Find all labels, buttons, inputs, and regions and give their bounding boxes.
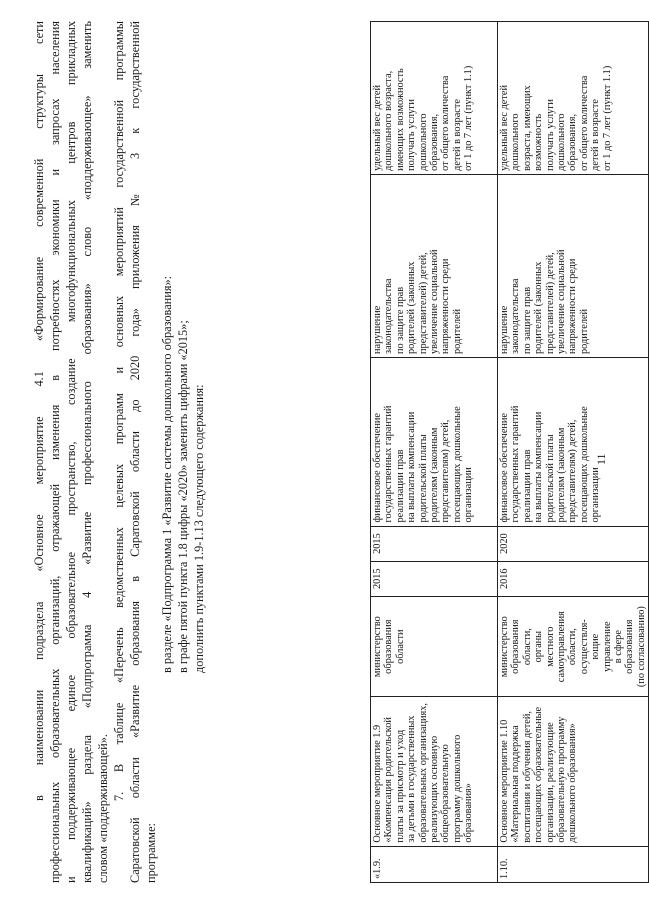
paragraph-line-11: дополнить пунктами 1.9-1.13 следующего содержания:: [192, 384, 206, 673]
indicator-link: удельный вес детей дошкольного возраста, имеющих возможность получать услуги дошкольного образования, от общего количества детей в возрасте от 1 до 7 лет (пункт 1.1): [371, 22, 498, 175]
table-row: [498, 22, 649, 883]
consequences: нарушение законодательства по защите прав родителей (законных представителей) детей, увеличение социальной напряженности среди родителей: [498, 174, 649, 357]
page-number: 11: [594, 453, 608, 465]
year-end: 2015: [371, 526, 498, 561]
paragraph-line-8: программе:: [144, 823, 158, 883]
paragraph-line-3: и поддерживающее единое образовательное пространство, создание многофункциональных центров прикладных: [64, 21, 78, 883]
measure-name: Основное мероприятие 1.10 «Материальная поддержка воспитания и обучения детей, посещающих образовательные организации, реализующие образовательную программу дошкольного образования»: [498, 697, 649, 846]
table-row: [371, 22, 498, 883]
year-end: 2020: [498, 526, 649, 561]
expected-result: финансовое обеспечение государственных гарантий реализации прав на выплаты компенсации родительской платы родителям (законным представителям) детей, посещающих дошкольные организации: [498, 357, 649, 526]
measure-name: Основное мероприятие 1.9 «Компенсация родительской платы за присмотр и уход за детьми в государственных образовательных организациях, реализующих основную общеобразовательную программу дошкольного образования»: [371, 697, 498, 846]
responsible-executor: министерство образования области: [371, 596, 498, 697]
row-number: 1.10.: [498, 846, 649, 882]
paragraph-line-6: 7. В таблице «Перечень ведомственных целевых программ и основных мероприятий государственной программы: [112, 21, 126, 801]
indicator-link: удельный вес детей дошкольного возраста, имеющих возможность получать услуги дошкольного образования, от общего количества детей в возрасте от 1 до 7 лет (пункт 1.1): [498, 22, 649, 175]
responsible-executor: министерство образования области, органы местного самоуправления области, осуществля- ющие управление в сфере образования (по согласованию): [498, 596, 649, 697]
paragraph-line-10: в графе пятой пункта 1.8 цифры «2020» заменить цифрами «2015»;: [176, 320, 190, 673]
measures-table: [370, 21, 649, 883]
year-start: 2015: [371, 561, 498, 596]
paragraph-line-9: в разделе «Подпрограмма 1 «Развитие системы дошкольного образования»:: [160, 275, 174, 673]
row-number: «1.9.: [371, 846, 498, 882]
paragraph-line-5: словом «поддерживающей».: [96, 734, 110, 883]
paragraph-line-4: квалификаций» раздела «Подпрограмма 4 «Развитие профессионального образования» слово «поддерживающее» заменить: [80, 21, 94, 883]
year-start: 2016: [498, 561, 649, 596]
paragraph-line-2: профессиональных образовательных организаций, отражающей изменения в потребностях экономики и запросах населения: [48, 21, 62, 883]
paragraph-line-7: Саратовской области «Развитие образования в Саратовской области до 2020 года» приложения № 3 к государственной: [128, 21, 142, 883]
consequences: нарушение законодательства по защите прав родителей (законных представителей) детей, увеличение социальной напряженности среди родителей: [371, 174, 498, 357]
paragraph-line-1: в наименовании подраздела «Основное мероприятие 4.1 «Формирование современной структуры сети: [32, 21, 46, 801]
expected-result: финансовое обеспечение государственных гарантий реализации прав на выплаты компенсации родительской платы родителям (законным представителям) детей, посещающих дошкольные организации: [371, 357, 498, 526]
